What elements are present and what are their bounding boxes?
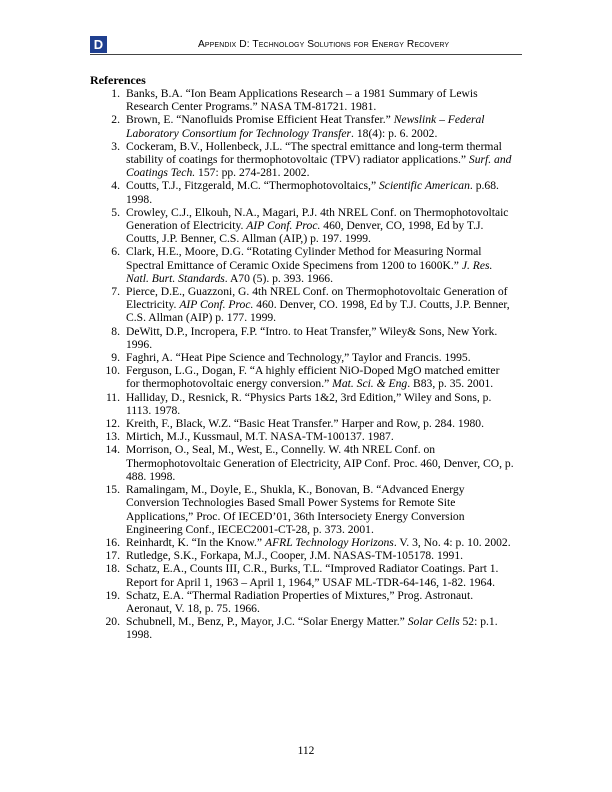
reference-number: 9. bbox=[111, 351, 120, 365]
reference-segment: Coutts, T.J., Fitzgerald, M.C. “Thermophotovoltaics,” bbox=[126, 179, 379, 193]
reference-item bbox=[90, 113, 522, 139]
reference-item bbox=[90, 285, 522, 325]
reference-item bbox=[90, 87, 522, 113]
reference-text bbox=[126, 245, 514, 285]
reference-segment: Rutledge, S.K., Forkapa, M.J., Cooper, J.M. NASAS-TM-105178. 1991. bbox=[126, 549, 464, 563]
reference-segment: Cockeram, B.V., Hollenbeck, J.L. “The spectral emittance and long-term thermal stability of coatings for thermophotovoltaic (TPV) radiator applications.” bbox=[126, 139, 502, 167]
reference-italic-segment: J. Res. Natl. Burt. Standards bbox=[126, 258, 493, 285]
reference-segment: Morrison, O., Seal, M., West, E., Connelly. W. 4th NREL Conf. on Thermophotovoltaic Generation of Electricity, AIP Conf. Proc. 460, Denver, CO, p. 488. 1998. bbox=[126, 443, 514, 483]
reference-number: 8. bbox=[111, 324, 120, 338]
reference-text bbox=[126, 417, 514, 430]
reference-number: 14. bbox=[105, 443, 120, 457]
reference-italic-segment: AFRL Technology Horizons bbox=[264, 535, 394, 549]
reference-segment: . p.68. 1998. bbox=[126, 179, 499, 206]
reference-item bbox=[90, 562, 522, 588]
reference-item bbox=[90, 615, 522, 641]
reference-italic-segment: AIP Conf. Proc. bbox=[179, 298, 254, 312]
reference-segment: . B83, p. 35. 2001. bbox=[407, 377, 494, 391]
reference-segment: Mirtich, M.J., Kussmaul, M.T. NASA-TM-100137. 1987. bbox=[126, 430, 394, 444]
reference-text bbox=[126, 443, 514, 483]
reference-item bbox=[90, 245, 522, 285]
reference-segment: 157: pp. 274-281. 2002. bbox=[195, 166, 310, 180]
reference-segment: Clark, H.E., Moore, D.G. “Rotating Cylinder Method for Measuring Normal Spectral Emittance of Ceramic Oxide Specimens from 1200 to 1600K.” bbox=[126, 245, 482, 272]
reference-text bbox=[126, 140, 514, 180]
reference-item bbox=[90, 589, 522, 615]
reference-text bbox=[126, 351, 514, 364]
reference-item bbox=[90, 391, 522, 417]
reference-number: 7. bbox=[111, 285, 120, 299]
appendix-badge: D bbox=[90, 36, 107, 53]
reference-segment: Schubnell, M., Benz, P., Mayor, J.C. “Solar Energy Matter.” bbox=[126, 615, 408, 629]
reference-item bbox=[90, 483, 522, 536]
reference-number: 12. bbox=[105, 417, 120, 431]
reference-text bbox=[126, 589, 514, 615]
reference-segment: . A70 (5). p. 393. 1966. bbox=[224, 271, 333, 285]
reference-italic-segment: Solar Cells bbox=[407, 615, 460, 629]
reference-number: 1. bbox=[111, 87, 120, 100]
reference-item bbox=[90, 536, 522, 549]
reference-item bbox=[90, 364, 522, 390]
reference-item bbox=[90, 417, 522, 430]
reference-number: 16. bbox=[105, 535, 120, 549]
reference-segment: . V. 3, No. 4: p. 10. 2002. bbox=[393, 535, 511, 549]
reference-item bbox=[90, 140, 522, 180]
reference-item bbox=[90, 351, 522, 364]
reference-segment: Ferguson, L.G., Dogan, F. “A highly efficient NiO-Doped MgO matched emitter for thermophotovoltaic energy conversion.” bbox=[126, 364, 500, 391]
reference-number: 19. bbox=[105, 588, 120, 602]
reference-segment: 52: p.1. 1998. bbox=[126, 615, 498, 642]
page-number: 112 bbox=[297, 745, 315, 757]
reference-segment: 460, Denver, CO, 1998, Ed by T.J. Coutts, J.P. Benner, C.S. Allman (AIP,) p. 197. 1999. bbox=[126, 219, 484, 246]
header-divider bbox=[90, 54, 522, 55]
reference-text bbox=[126, 179, 514, 205]
reference-number: 18. bbox=[105, 562, 120, 576]
reference-italic-segment: AIP Conf. Proc. bbox=[246, 219, 321, 233]
reference-segment: 460. Denver, CO. 1998, Ed by T.J. Coutts, J.P. Benner, C.S. Allman (AIP) p. 177. 1999. bbox=[126, 298, 510, 325]
reference-number: 6. bbox=[111, 245, 120, 259]
reference-item bbox=[90, 206, 522, 246]
reference-item bbox=[90, 179, 522, 205]
reference-text bbox=[126, 483, 514, 536]
reference-segment: Brown, E. “Nanofluids Promise Efficient Heat Transfer.” bbox=[126, 113, 394, 127]
references-heading: References bbox=[90, 73, 146, 87]
reference-number: 10. bbox=[105, 364, 120, 378]
reference-segment: Reinhardt, K. “In the Know.” bbox=[126, 535, 265, 549]
reference-number: 5. bbox=[111, 205, 120, 219]
reference-text bbox=[126, 113, 514, 139]
references-list bbox=[90, 87, 522, 642]
reference-item bbox=[90, 430, 522, 443]
reference-item bbox=[90, 549, 522, 562]
reference-segment: Ramalingam, M., Doyle, E., Shukla, K., Bonovan, B. “Advanced Energy Conversion Technologies Based Small Power Systems for Remote Site Applications,” Proc. Of IECED’01, 36th Intersociety Energy Conversion Engineering Conf., IECEC2001-CT-28, p. 373. 2001. bbox=[126, 483, 465, 536]
reference-number: 4. bbox=[111, 179, 120, 193]
reference-segment: . 18(4): p. 6. 2002. bbox=[351, 126, 438, 140]
reference-segment: Schatz, E.A., Counts III, C.R., Burks, T.L. “Improved Radiator Coatings. Part 1. Report for April 1, 1963 – April 1, 1964,” USAF ML-TDR-64-146, 1-82. 1964. bbox=[126, 562, 499, 589]
reference-number: 17. bbox=[105, 549, 120, 563]
reference-italic-segment: Surf. and Coatings Tech. bbox=[126, 153, 512, 180]
reference-segment: Faghri, A. “Heat Pipe Science and Technology,” Taylor and Francis. 1995. bbox=[126, 351, 471, 365]
reference-text bbox=[126, 430, 514, 443]
reference-number: 2. bbox=[111, 113, 120, 127]
reference-number: 20. bbox=[105, 615, 120, 629]
running-header-title: Appendix D: Technology Solutions for Energy Recovery bbox=[198, 39, 450, 50]
reference-text bbox=[126, 391, 514, 417]
reference-italic-segment: Scientific American bbox=[379, 179, 470, 193]
reference-segment: Pierce, D.E., Guazzoni, G. 4th NREL Conf. on Thermophotovoltaic Generation of Electricity. bbox=[126, 285, 508, 312]
reference-segment: Halliday, D., Resnick, R. “Physics Parts 1&2, 3rd Edition,” Wiley and Sons, p. 1113. 1978. bbox=[126, 390, 492, 417]
reference-text bbox=[126, 562, 514, 588]
reference-text bbox=[126, 87, 514, 113]
reference-italic-segment: Newslink – Federal Laboratory Consortium for Technology Transfer bbox=[126, 113, 485, 140]
reference-text bbox=[126, 615, 514, 641]
reference-segment: DeWitt, D.P., Incropera, F.P. “Intro. to Heat Transfer,” Wiley& Sons, New York. 1996. bbox=[126, 324, 498, 351]
reference-item bbox=[90, 325, 522, 351]
reference-number: 11. bbox=[105, 390, 120, 404]
reference-segment: Schatz, E.A. “Thermal Radiation Properties of Mixtures,” Prog. Astronaut. Aeronaut, V. 18, p. 75. 1966. bbox=[126, 588, 474, 615]
reference-number: 15. bbox=[105, 483, 120, 497]
reference-number: 3. bbox=[111, 139, 120, 153]
reference-text bbox=[126, 325, 514, 351]
reference-text bbox=[126, 285, 514, 325]
reference-text bbox=[126, 364, 514, 390]
reference-segment: Crowley, C.J., Elkouh, N.A., Magari, P.J. 4th NREL Conf. on Thermophotovoltaic Generation of Electricity. bbox=[126, 205, 509, 233]
reference-segment: Banks, B.A. “Ion Beam Applications Research – a 1981 Summary of Lewis Research Center Programs.” NASA TM-81721. 1981. bbox=[126, 87, 478, 114]
reference-italic-segment: Mat. Sci. & Eng bbox=[332, 377, 408, 391]
reference-text bbox=[126, 549, 514, 562]
reference-text bbox=[126, 536, 514, 549]
reference-segment: Kreith, F., Black, W.Z. “Basic Heat Transfer.” Harper and Row, p. 284. 1980. bbox=[126, 417, 484, 431]
reference-item bbox=[90, 443, 522, 483]
reference-number: 13. bbox=[105, 430, 120, 444]
reference-text bbox=[126, 206, 514, 246]
